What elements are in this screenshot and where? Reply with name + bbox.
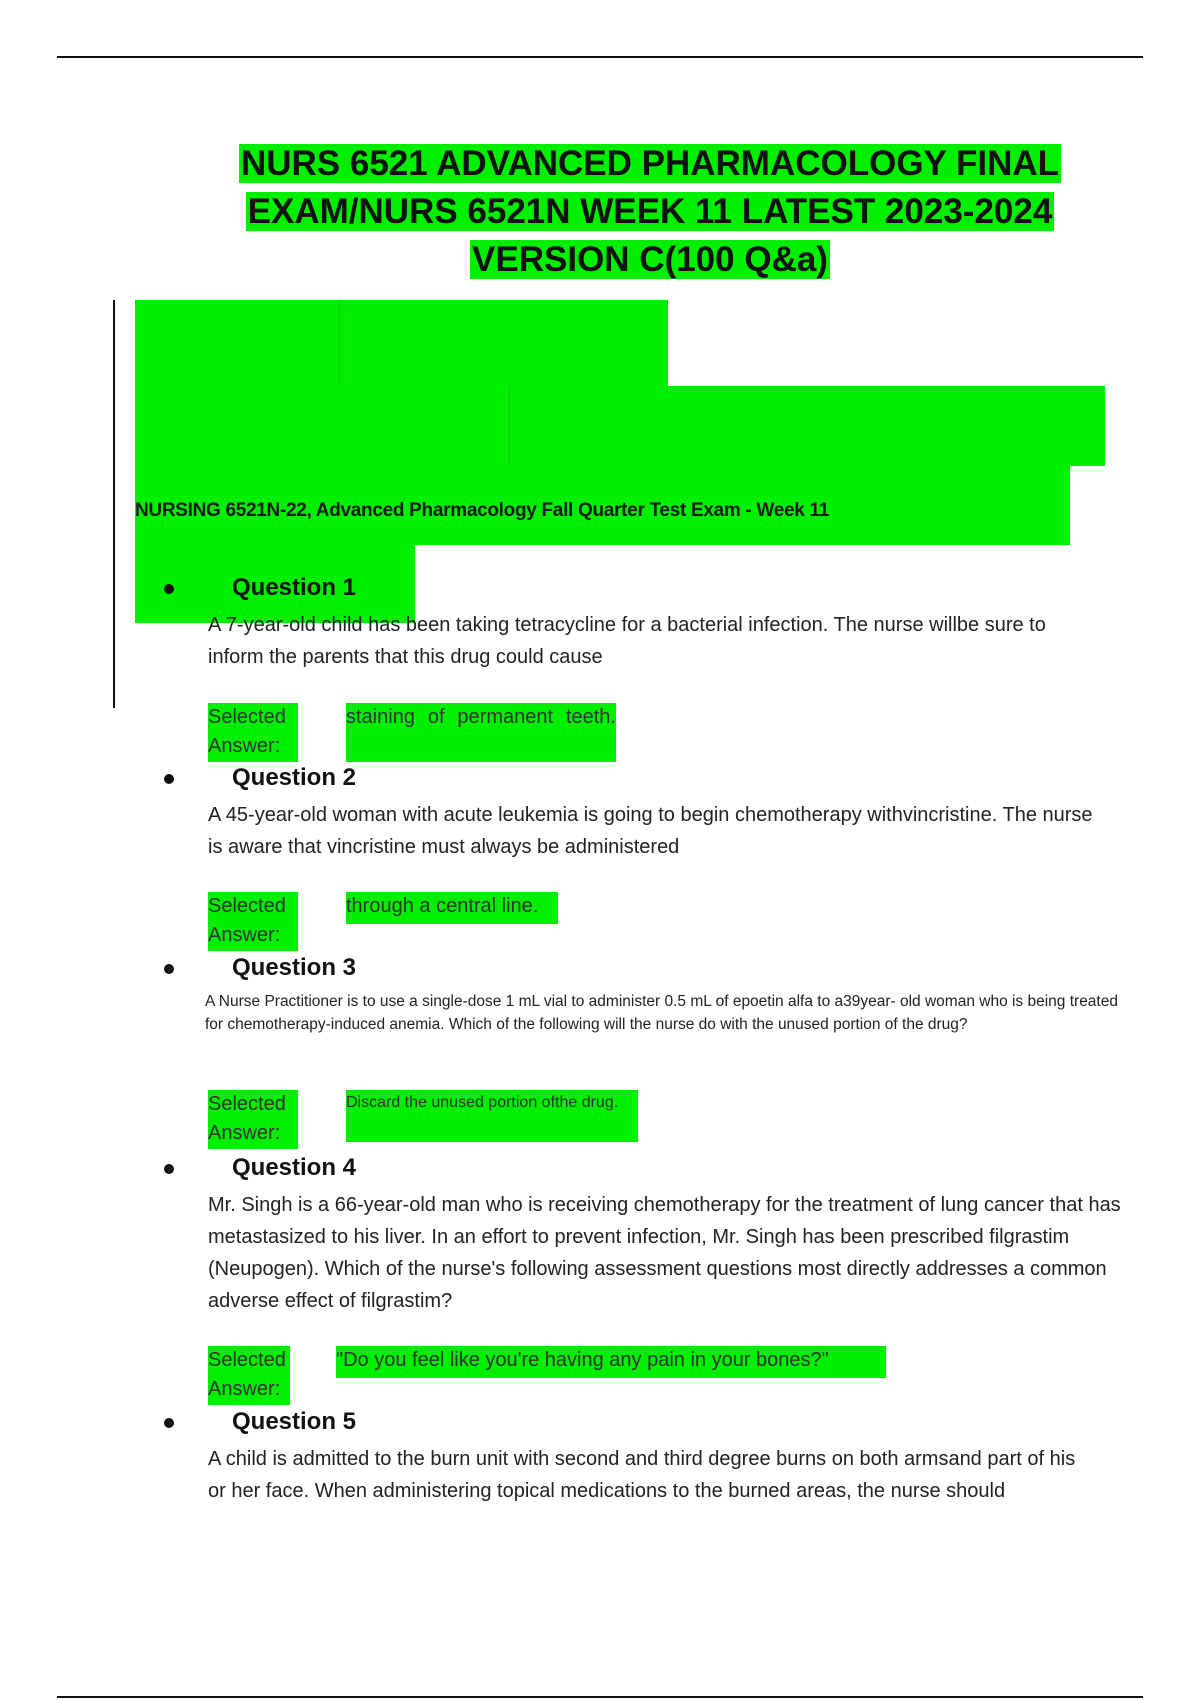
page-title [200, 140, 1100, 284]
title-line-3: VERSION C(100 Q&a) [472, 240, 828, 279]
bullet-icon [164, 774, 174, 784]
question-2-answer: through a central line. [346, 892, 558, 924]
question-3-answer: Discard the unused portion ofthe drug. [346, 1090, 638, 1142]
question-2-text: A 45-year-old woman with acute leukemia is going to begin chemotherapy withvincristine. The nurse is aware that vincristine must always be administered [208, 804, 1093, 858]
question-4-answer: "Do you feel like you're having any pain in your bones?" [336, 1346, 886, 1378]
title-line-2: EXAM/NURS 6521N WEEK 11 LATEST 2023-2024 [247, 192, 1053, 231]
question-1-answer: staining of permanent teeth. [346, 703, 616, 762]
question-4-selected-label: Selected Answer: [208, 1346, 290, 1405]
question-3-text: A Nurse Practitioner is to use a single-dose 1 mL vial to administer 0.5 mL of epoetin alfa to a39year- old woman who is being treated for chemotherapy-induced anemia. Which of the following will the nurse do with the unused portion of the drug? [205, 993, 1118, 1033]
question-2-heading: Question 2 [232, 764, 357, 791]
title-line-1: NURS 6521 ADVANCED PHARMACOLOGY FINAL [240, 144, 1060, 183]
question-1-heading: Question 1 [232, 574, 357, 601]
question-3-selected-label: Selected Answer: [208, 1090, 298, 1149]
question-4-heading: Question 4 [232, 1154, 357, 1181]
question-2-selected-label: Selected Answer: [208, 892, 298, 951]
bullet-icon [164, 964, 174, 974]
margin-line [113, 300, 115, 708]
bottom-rule [57, 1696, 1143, 1698]
question-1-selected-label: Selected Answer: [208, 703, 298, 762]
bullet-icon [164, 1418, 174, 1428]
question-1-text: A 7-year-old child has been taking tetracycline for a bacterial infection. The nurse willbe sure to inform the parents that this drug could cause [208, 614, 1046, 668]
question-4-text: Mr. Singh is a 66-year-old man who is receiving chemotherapy for the treatment of lung cancer that has metastasized to his liver. In an effort to prevent infection, Mr. Singh has been prescribed filgrastim (Neupogen). Which of the nurse's following assessment questions most directly addresses a common adverse effect of filgrastim? [208, 1194, 1121, 1312]
bullet-icon [164, 584, 174, 594]
highlight-block [135, 386, 1105, 466]
question-5-text: A child is admitted to the burn unit with second and third degree burns on both armsand part of his or her face. When administering topical medications to the burned areas, the nurse should [208, 1448, 1076, 1502]
top-rule [57, 56, 1143, 58]
highlight-block [135, 300, 668, 386]
question-5-heading: Question 5 [232, 1408, 357, 1435]
course-line: NURSING 6521N-22, Advanced Pharmacology Fall Quarter Test Exam - Week 11 [135, 500, 829, 521]
bullet-icon [164, 1164, 174, 1174]
question-3-heading: Question 3 [232, 954, 357, 981]
